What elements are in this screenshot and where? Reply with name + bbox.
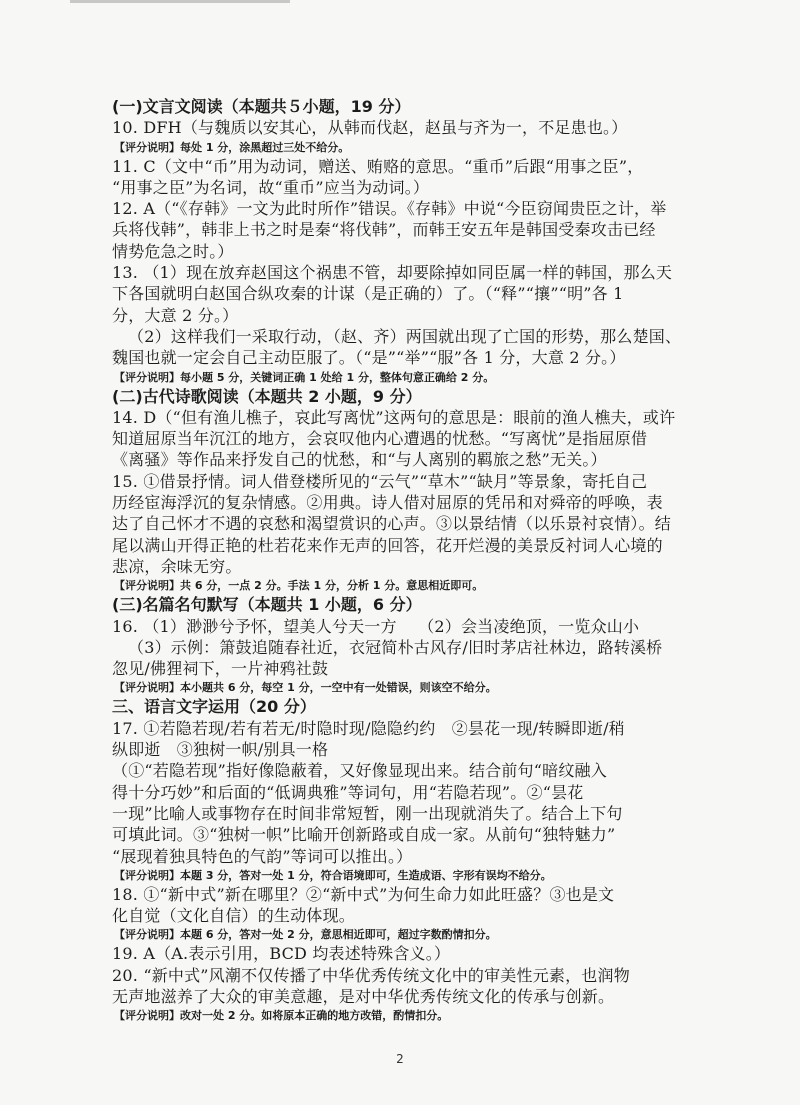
section-heading-recitation: (三)名篇名句默写（本题共 1 小题，6 分） bbox=[112, 595, 422, 615]
scoring-note-q13: 【评分说明】每小题 5 分，关键词正确 1 处给 1 分，整体句意正确给 2 分。 bbox=[114, 370, 495, 384]
scoring-note-q18: 【评分说明】本题 6 分，答对一处 2 分，意思相近即可，超过字数酌情扣分。 bbox=[114, 928, 497, 942]
answer-q17-line3: （①“若隐若现”指好像隐蔽着，又好像显现出来。结合前句“暗纹融入 bbox=[112, 761, 607, 781]
scoring-note-q20: 【评分说明】改对一处 2 分。如将原本正确的地方改错，酌情扣分。 bbox=[114, 1009, 449, 1023]
answer-q14-line2: 知道屈原当年沉江的地方，会哀叹他内心遭遇的忧愁。“写离忧”是指屈原借 bbox=[112, 429, 648, 449]
answer-q17-line5: 一现”比喻人或事物存在时间非常短暂，刚一出现就消失了。结合上下句 bbox=[112, 803, 623, 823]
answer-q15-line5: 悲凉，余味无穷。 bbox=[112, 556, 242, 576]
answer-q16-line3: 忽见/佛狸祠下，一片神鸦社鼓 bbox=[112, 659, 329, 679]
answer-q15-line4: 尾以满山开得正艳的杜若花来作无声的回答，花开烂漫的美景反衬词人心境的 bbox=[112, 535, 663, 555]
answer-q12-line3: 情势危急之时。） bbox=[112, 241, 234, 261]
scoring-note-q15: 【评分说明】共 6 分，一点 2 分。手法 1 分，分析 1 分。意思相近即可。 bbox=[114, 579, 484, 593]
section-heading-classical: (一)文言文阅读（本题共５小题，19 分） bbox=[112, 97, 411, 116]
answer-q13-line5: 魏国也就一定会自己主动臣服了。（“是”“举”“服”各 1 分，大意 2 分。） bbox=[112, 348, 626, 368]
answer-q13-line3: 分，大意 2 分。） bbox=[112, 305, 239, 325]
answer-q14-line1: 14. D（“但有渔儿樵子，哀此写离忧”这两句的意思是：眼前的渔人樵夫，或许 bbox=[112, 407, 676, 427]
answer-q16-line1: 16. （1）渺渺兮予怀，望美人兮天一方 （2）会当凌绝顶，一览众山小 bbox=[112, 616, 640, 636]
answer-q18-line2: 化自觉（文化自信）的生动体现。 bbox=[112, 906, 356, 926]
answer-q20-line2: 无声地滋养了大众的审美意趣，是对中华优秀传统文化的传承与创新。 bbox=[112, 986, 615, 1006]
answer-q10: 10. DFH（与魏质以安其心，从韩而伐赵，赵虽与齐为一，不足患也。） bbox=[112, 118, 628, 138]
answer-q14-line3: 《离骚》等作品来抒发自己的忧愁，和“与人离别的羁旅之愁”无关。） bbox=[112, 450, 607, 470]
answer-q17-line6: 可填此词。③“独树一帜”比喻开创新路或自成一家。从前句“独特魅力” bbox=[112, 825, 616, 845]
section-heading-language: 三、语言文字运用（20 分） bbox=[112, 697, 316, 717]
answer-q17-line1: 17. ①若隐若现/若有若无/时隐时现/隐隐约约 ②昙花一现/转瞬即逝/稍 bbox=[112, 718, 625, 738]
answer-q12-line1: 12. A（“《存韩》一文为此时所作”错误。《存韩》中说“今臣窃闻贵臣之计，举 bbox=[112, 199, 667, 219]
answer-q13-line1: 13. （1）现在放弃赵国这个祸患不管，却要除掉如同臣属一样的韩国，那么天 bbox=[112, 263, 673, 283]
answer-q19: 19. A（A.表示引用，BCD 均表述特殊含义。） bbox=[112, 944, 451, 964]
answer-q17-line7: “展现着独具特色的气韵”等词可以推出。） bbox=[112, 846, 413, 866]
answer-q15-line1: 15. ①借景抒情。词人借登楼所见的“云气”“草木”“缺月”等景象，寄托自己 bbox=[112, 471, 648, 491]
answer-q20-line1: 20. “新中式”风潮不仅传播了中华优秀传统文化中的审美性元素，也润物 bbox=[112, 965, 630, 985]
answer-q12-line2: 兵将伐韩”，韩非上书之时是秦“将伐韩”，而韩王安五年是韩国受秦攻击已经 bbox=[112, 220, 656, 240]
scoring-note-q16: 【评分说明】本小题共 6 分，每空 1 分，一空中有一处错误，则该空不给分。 bbox=[114, 681, 497, 695]
page-number: 2 bbox=[396, 1052, 404, 1066]
scan-top-mark bbox=[70, 0, 290, 3]
answer-q17-line4: 得十分巧妙”和后面的“低调典雅”等词句，用“若隐若现”。②“昙花 bbox=[112, 782, 584, 802]
answer-q16-line2: （3）示例：箫鼓追随春社近，衣冠简朴古风存/旧时茅店社林边，路转溪桥 bbox=[128, 637, 663, 657]
answer-q18-line1: 18. ①“新中式”新在哪里？②“新中式”为何生命力如此旺盛？③也是文 bbox=[112, 884, 615, 904]
answer-q13-line2: 下各国就明白赵国合纵攻秦的计谋（是正确的）了。（“释”“攘”“明”各 1 bbox=[112, 284, 624, 304]
scoring-note-q10: 【评分说明】每处 1 分，涂黑超过三处不给分。 bbox=[114, 140, 350, 154]
answer-q15-line3: 达了自己怀才不遇的哀愁和渴望赏识的心声。③以景结情（以乐景衬哀情）。结 bbox=[112, 514, 672, 534]
answer-q11-line2: “用事之臣”为名词，故“重币”应当为动词。） bbox=[112, 177, 430, 197]
answer-q13-line4: （2）这样我们一采取行动，（赵、齐）两国就出现了亡国的形势，那么楚国、 bbox=[128, 326, 682, 346]
answer-q11-line1: 11. C（文中“币”用为动词，赠送、贿赂的意思。“重币”后跟“用事之臣”， bbox=[112, 156, 644, 176]
answer-key-page bbox=[112, 96, 697, 1024]
scoring-note-q17: 【评分说明】本题 3 分，答对一处 1 分，符合语境即可，生造成语、字形有误均不给分。 bbox=[114, 868, 552, 882]
answer-q17-line2: 纵即逝 ③独树一帜/别具一格 bbox=[112, 740, 329, 760]
section-heading-poetry: (二)古代诗歌阅读（本题共 2 小题，9 分） bbox=[112, 386, 422, 406]
answer-q15-line2: 历经宦海浮沉的复杂情感。②用典。诗人借对屈原的凭吊和对舜帝的呼唤，表 bbox=[112, 493, 663, 513]
